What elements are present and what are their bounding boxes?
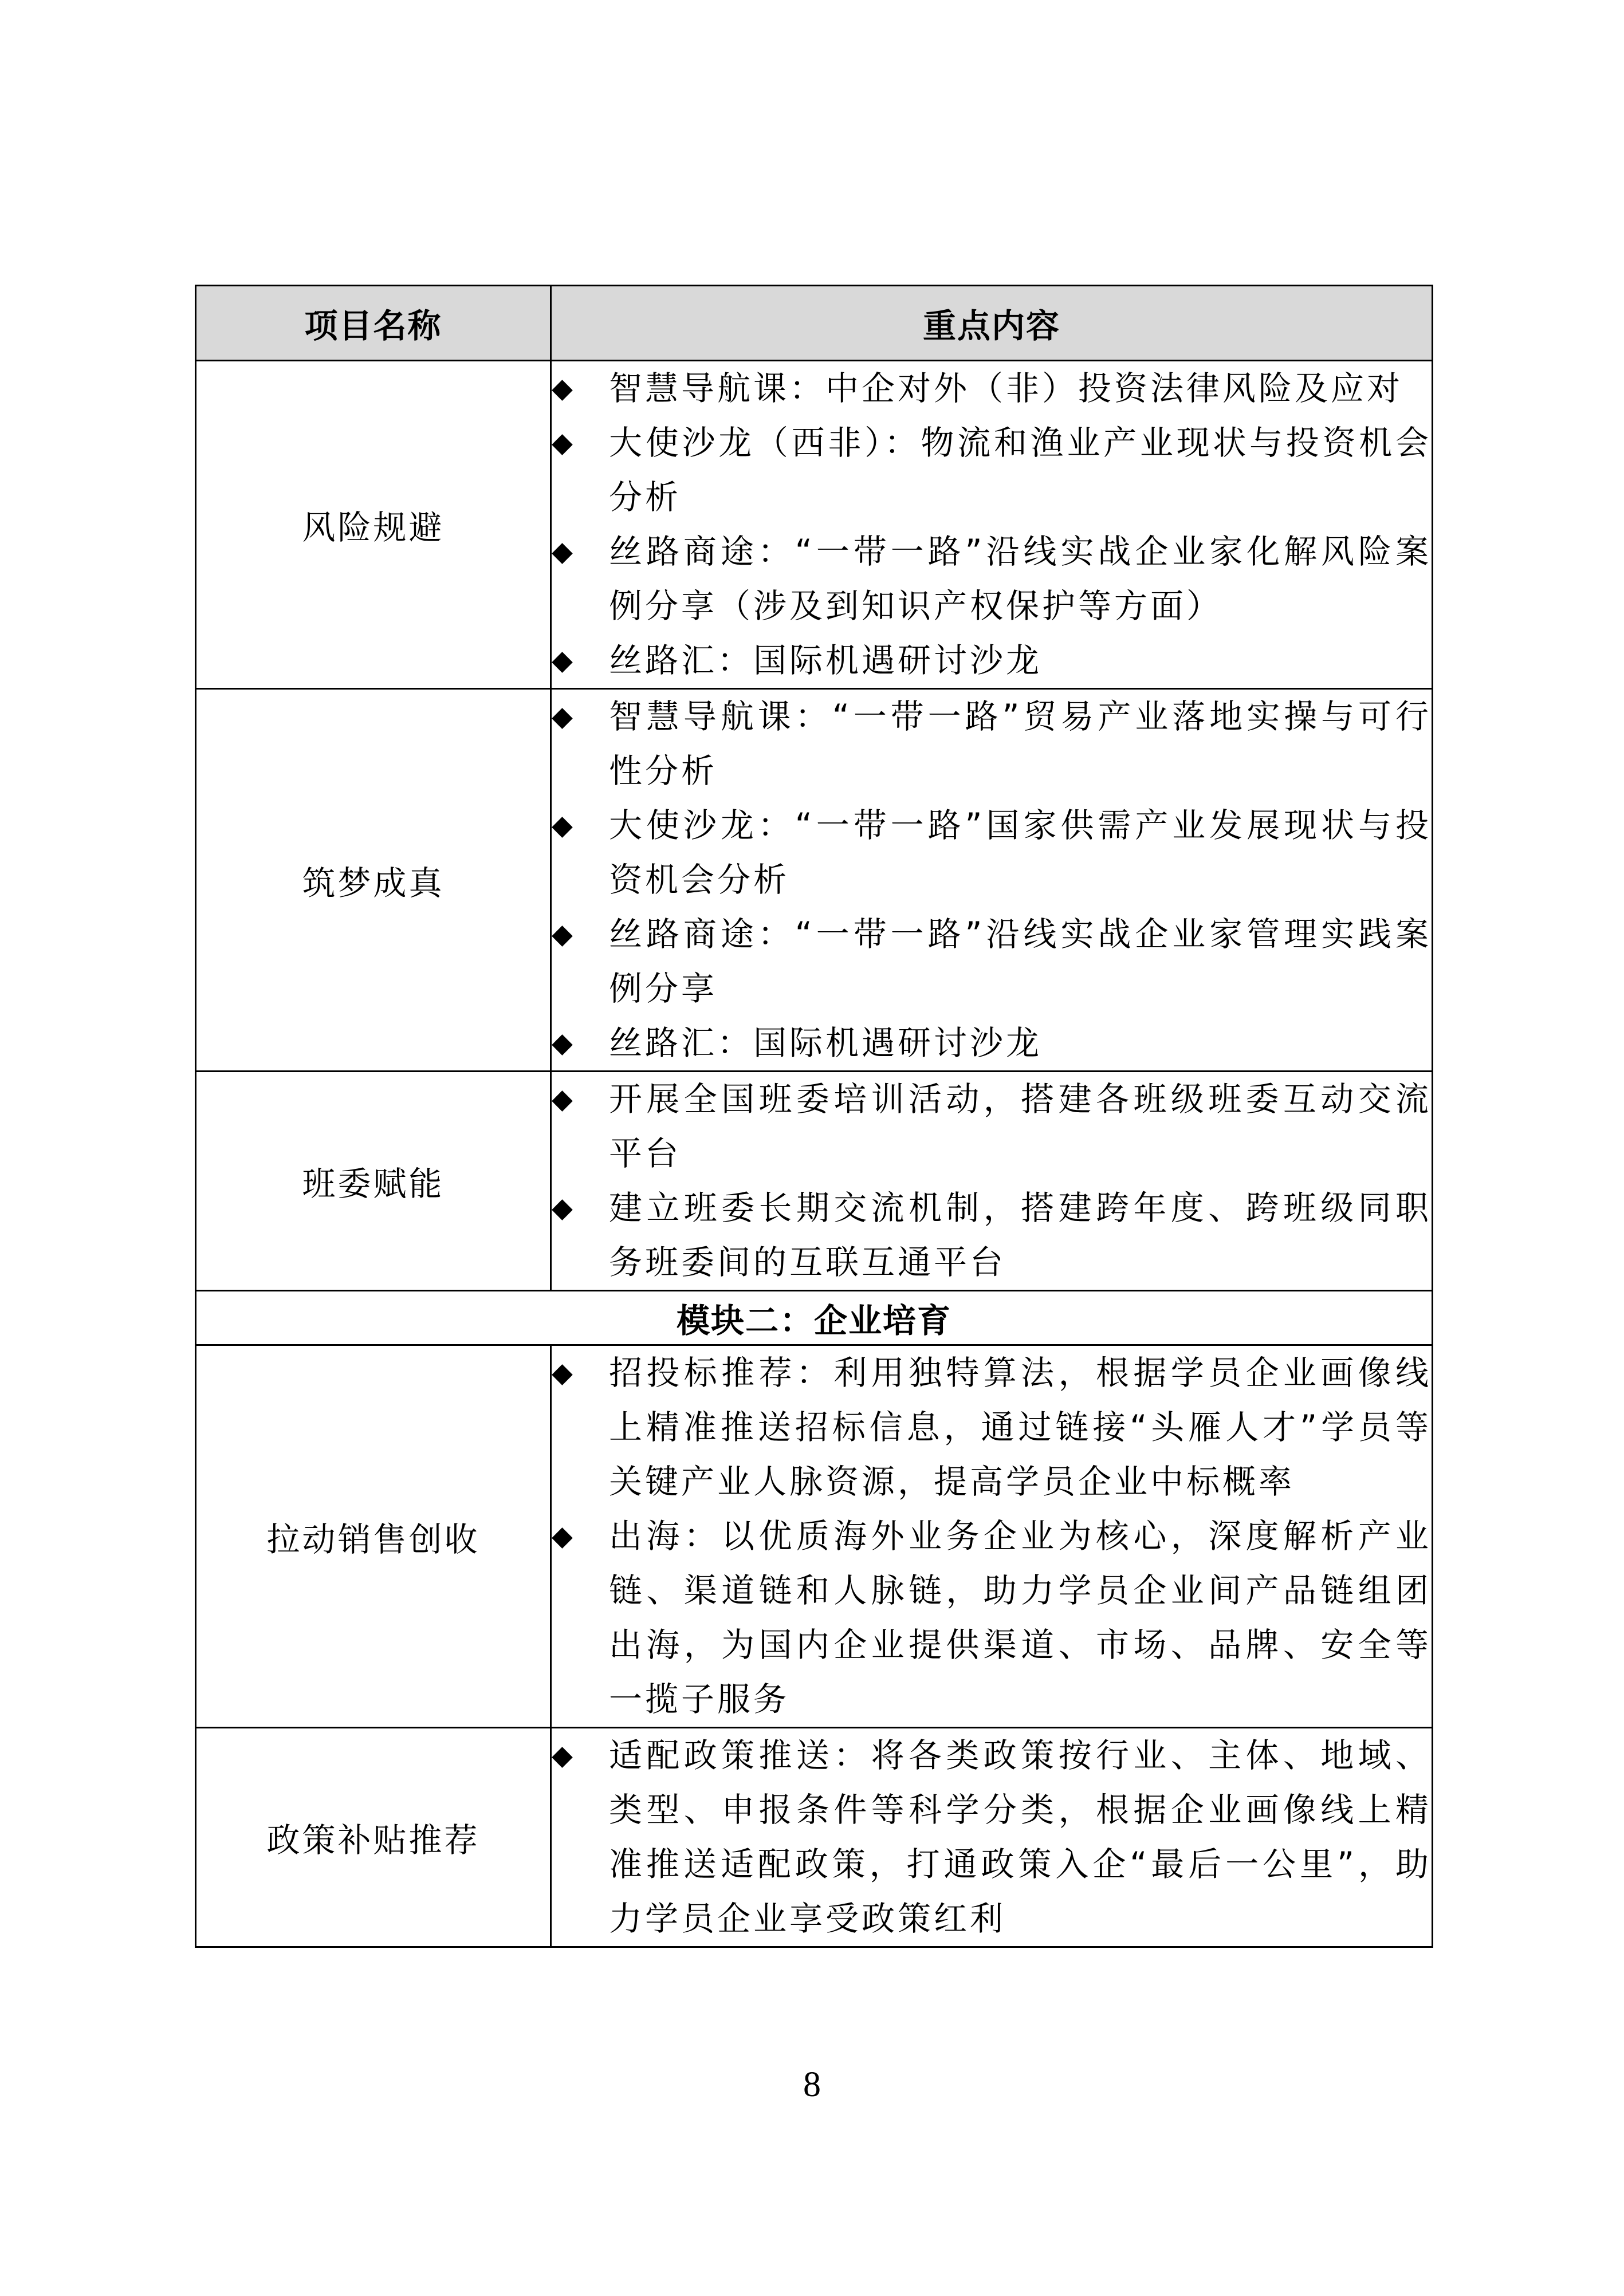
project-name-cell: 风险规避 <box>196 361 551 689</box>
bullet-item <box>552 907 1432 1016</box>
page-number: 8 <box>803 2065 821 2104</box>
bullet-text: 适配政策推送：将各类政策按行业、主体、地域、类型、申报条件等科学分类，根据企业画像线上精准推送适配政策，打通政策入企“最后一公里”，助力学员企业享受政策红利 <box>609 1736 1432 1938</box>
bullet-item <box>552 798 1432 907</box>
diamond-bullet-icon: ◆ <box>552 700 573 732</box>
bullet-text: 丝路汇：国际机遇研讨沙龙 <box>609 641 1043 680</box>
diamond-bullet-icon: ◆ <box>552 644 573 676</box>
project-name-cell: 班委赋能 <box>196 1072 551 1291</box>
key-content-cell <box>551 689 1433 1072</box>
diamond-bullet-icon: ◆ <box>552 427 573 459</box>
bullet-item <box>552 525 1432 633</box>
key-content-cell <box>551 1728 1433 1947</box>
key-content-cell <box>551 1345 1433 1728</box>
bullet-item <box>552 1509 1432 1727</box>
bullet-text: 大使沙龙：“一带一路”国家供需产业发展现状与投资机会分析 <box>609 806 1432 899</box>
key-content-cell <box>551 361 1433 689</box>
header-key-content: 重点内容 <box>551 286 1433 361</box>
project-name-cell: 政策补贴推荐 <box>196 1728 551 1947</box>
project-name-cell: 筑梦成真 <box>196 689 551 1072</box>
module-row <box>196 1291 1433 1345</box>
bullet-text: 出海：以优质海外业务企业为核心，深度解析产业链、渠道链和人脉链，助力学员企业间产品链组团出海，为国内企业提供渠道、市场、品牌、安全等一揽子服务 <box>609 1517 1432 1719</box>
diamond-bullet-icon: ◆ <box>552 1192 573 1224</box>
bullet-text: 大使沙龙（西非）：物流和渔业产业现状与投资机会分析 <box>609 423 1432 517</box>
project-name-cell: 拉动销售创收 <box>196 1345 551 1728</box>
bullet-text: 丝路商途：“一带一路”沿线实战企业家化解风险案例分享（涉及到知识产权保护等方面） <box>609 532 1432 625</box>
bullet-item <box>552 1346 1432 1509</box>
bullet-item <box>552 1728 1432 1946</box>
bullet-text: 智慧导航课：“一带一路”贸易产业落地实操与可行性分析 <box>609 697 1432 790</box>
bullet-text: 建立班委长期交流机制，搭建跨年度、跨班级同职务班委间的互联互通平台 <box>609 1188 1432 1282</box>
module-title: 模块二：企业培育 <box>196 1291 1433 1345</box>
project-table <box>195 285 1433 1948</box>
bullet-item <box>552 1181 1432 1290</box>
bullet-item <box>552 1016 1432 1070</box>
key-content-cell <box>551 1072 1433 1291</box>
bullet-item <box>552 633 1432 688</box>
bullet-item <box>552 1072 1432 1181</box>
bullet-text: 丝路汇：国际机遇研讨沙龙 <box>609 1023 1043 1062</box>
diamond-bullet-icon: ◆ <box>552 1520 573 1552</box>
table-row <box>196 361 1433 689</box>
diamond-bullet-icon: ◆ <box>552 1027 573 1059</box>
diamond-bullet-icon: ◆ <box>552 918 573 950</box>
diamond-bullet-icon: ◆ <box>552 535 573 568</box>
bullet-text: 开展全国班委培训活动，搭建各班级班委互动交流平台 <box>609 1080 1432 1173</box>
diamond-bullet-icon: ◆ <box>552 1739 573 1771</box>
bullet-text: 丝路商途：“一带一路”沿线实战企业家管理实践案例分享 <box>609 915 1432 1008</box>
header-project-name: 项目名称 <box>196 286 551 361</box>
table-header-row <box>196 286 1433 361</box>
table-row <box>196 1345 1433 1728</box>
bullet-item <box>552 690 1432 798</box>
bullet-text: 智慧导航课：中企对外（非）投资法律风险及应对 <box>609 369 1403 408</box>
table-row <box>196 1072 1433 1291</box>
diamond-bullet-icon: ◆ <box>552 1083 573 1115</box>
bullet-item <box>552 416 1432 525</box>
diamond-bullet-icon: ◆ <box>552 809 573 841</box>
diamond-bullet-icon: ◆ <box>552 1357 573 1389</box>
bullet-text: 招投标推荐：利用独特算法，根据学员企业画像线上精准推送招标信息，通过链接“头雁人才”学员等关键产业人脉资源，提高学员企业中标概率 <box>609 1353 1432 1501</box>
table-row <box>196 689 1433 1072</box>
diamond-bullet-icon: ◆ <box>552 372 573 404</box>
bullet-item <box>552 361 1432 416</box>
table-row <box>196 1728 1433 1947</box>
